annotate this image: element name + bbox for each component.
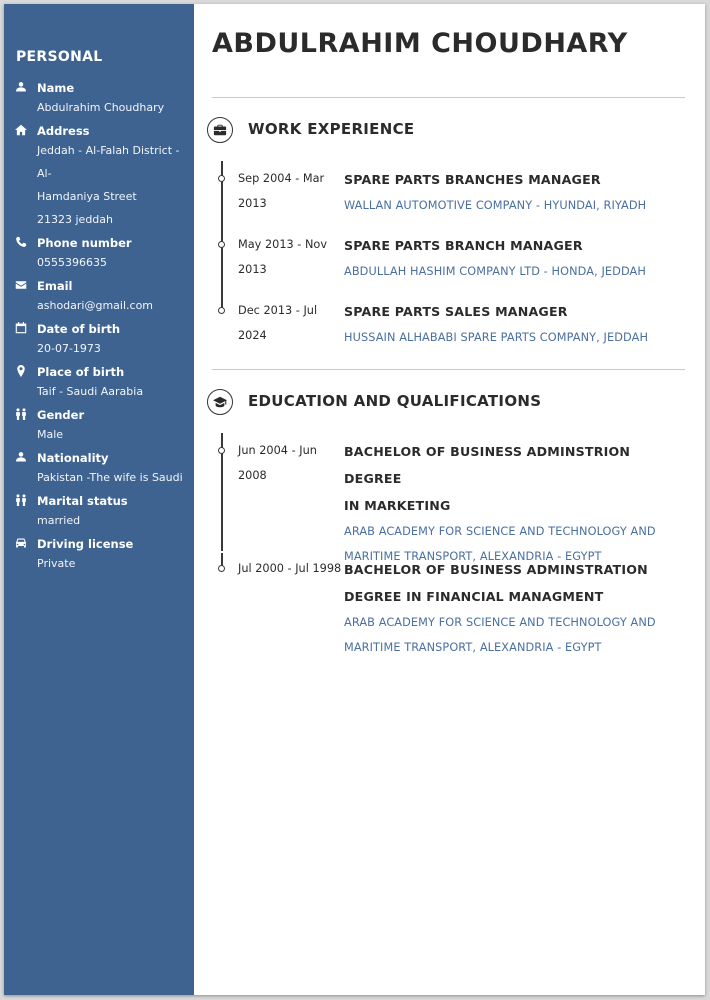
couple-icon [15, 408, 27, 420]
entry-title: DEGREE IN FINANCIAL MANAGMENT [344, 589, 604, 604]
entry-title: SPARE PARTS SALES MANAGER [344, 304, 568, 319]
entry-body [344, 232, 685, 284]
date-line: 2013 [238, 197, 267, 210]
sidebar-item-nationality [4, 450, 194, 489]
entry-body [344, 166, 685, 218]
main-content [194, 4, 705, 995]
field-value: Jeddah - Al-Falah District - Al- [37, 144, 180, 180]
work-timeline [221, 161, 223, 313]
timeline-dot [218, 447, 225, 454]
field-value: 20-07-1973 [37, 342, 101, 355]
candidate-name: ABDULRAHIM CHOUDHARY [212, 28, 628, 59]
entry-body [344, 298, 685, 350]
person-icon [15, 451, 27, 463]
personal-sidebar [4, 4, 194, 995]
home-icon [15, 124, 27, 136]
field-value: Private [37, 557, 76, 570]
sidebar-item-marital-status [4, 493, 194, 532]
entry-date [238, 232, 344, 282]
field-label: Phone number [37, 236, 132, 250]
date-line: 2013 [238, 263, 267, 276]
entry-organization: ABDULLAH HASHIM COMPANY LTD - HONDA, JEDDAH [344, 265, 646, 278]
sidebar-title: PERSONAL [16, 49, 103, 65]
graduation-cap-icon [207, 389, 233, 415]
date-line: Sep 2004 - Mar [238, 172, 325, 185]
sidebar-item-gender [4, 407, 194, 446]
field-label: Name [37, 81, 75, 95]
section-title: EDUCATION AND QUALIFICATIONS [248, 392, 542, 410]
entry-title: BACHELOR OF BUSINESS ADMINSTRATION [344, 562, 648, 577]
entry-title: SPARE PARTS BRANCHES MANAGER [344, 172, 601, 187]
briefcase-icon [207, 117, 233, 143]
field-value: 21323 jeddah [37, 213, 113, 226]
timeline-dot [218, 307, 225, 314]
sidebar-item-name [4, 80, 194, 119]
entry-organization: MARITIME TRANSPORT, ALEXANDRIA - EGYPT [344, 641, 602, 654]
sidebar-item-driving-license [4, 536, 194, 575]
person-icon [15, 81, 27, 93]
field-label: Marital status [37, 494, 128, 508]
date-line: Jul 2000 - Jul 1998 [238, 562, 342, 575]
field-label: Email [37, 279, 73, 293]
personal-details-list [4, 80, 194, 579]
entry-organization: ARAB ACADEMY FOR SCIENCE AND TECHNOLOGY AND [344, 616, 656, 629]
entry-body [344, 438, 685, 569]
field-label: Gender [37, 408, 85, 422]
sidebar-item-email [4, 278, 194, 317]
entry-title: IN MARKETING [344, 498, 451, 513]
field-value: ashodari@gmail.com [37, 299, 154, 312]
entry-organization: ARAB ACADEMY FOR SCIENCE AND TECHNOLOGY AND [344, 525, 656, 538]
field-value: married [37, 514, 81, 527]
sidebar-item-place-of-birth [4, 364, 194, 403]
entry-date [238, 298, 344, 348]
field-value: Pakistan -The wife is Saudi [37, 471, 183, 484]
entry-date [238, 556, 344, 581]
field-label: Place of birth [37, 365, 125, 379]
date-line: Jun 2004 - Jun 2008 [238, 444, 317, 482]
sidebar-item-date-of-birth [4, 321, 194, 360]
timeline-dot [218, 175, 225, 182]
entry-date [238, 166, 344, 216]
car-icon [15, 537, 27, 549]
field-value: Hamdaniya Street [37, 190, 137, 203]
date-line: Dec 2013 - Jul 2024 [238, 304, 318, 342]
field-value: Abdulrahim Choudhary [37, 101, 165, 114]
phone-icon [15, 236, 27, 248]
field-label: Nationality [37, 451, 109, 465]
entry-organization: WALLAN AUTOMOTIVE COMPANY - HYUNDAI, RIYADH [344, 199, 647, 212]
section-title: WORK EXPERIENCE [248, 120, 415, 138]
field-value: Male [37, 428, 64, 441]
field-label: Date of birth [37, 322, 121, 336]
entry-organization: MARITIME TRANSPORT, ALEXANDRIA - EGYPT [344, 550, 602, 563]
entry-title: SPARE PARTS BRANCH MANAGER [344, 238, 583, 253]
calendar-icon [15, 322, 27, 334]
timeline-dot [218, 241, 225, 248]
divider [212, 97, 685, 98]
entry-organization: HUSSAIN ALHABABI SPARE PARTS COMPANY, JEDDAH [344, 331, 649, 344]
couple-icon [15, 494, 27, 506]
entry-title: BACHELOR OF BUSINESS ADMINSTRION DEGREE [344, 444, 631, 486]
resume-page [4, 4, 705, 995]
divider [212, 369, 685, 370]
field-label: Address [37, 124, 90, 138]
entry-body [344, 556, 685, 660]
timeline-dot [218, 565, 225, 572]
envelope-icon [15, 279, 27, 291]
sidebar-item-address [4, 123, 194, 231]
entry-date [238, 438, 344, 488]
date-line: May 2013 - Nov [238, 238, 328, 251]
map-pin-icon [15, 365, 27, 377]
field-value: Taif - Saudi Aarabia [37, 385, 144, 398]
field-value: 0555396635 [37, 256, 107, 269]
sidebar-item-phone-number [4, 235, 194, 274]
field-label: Driving license [37, 537, 134, 551]
